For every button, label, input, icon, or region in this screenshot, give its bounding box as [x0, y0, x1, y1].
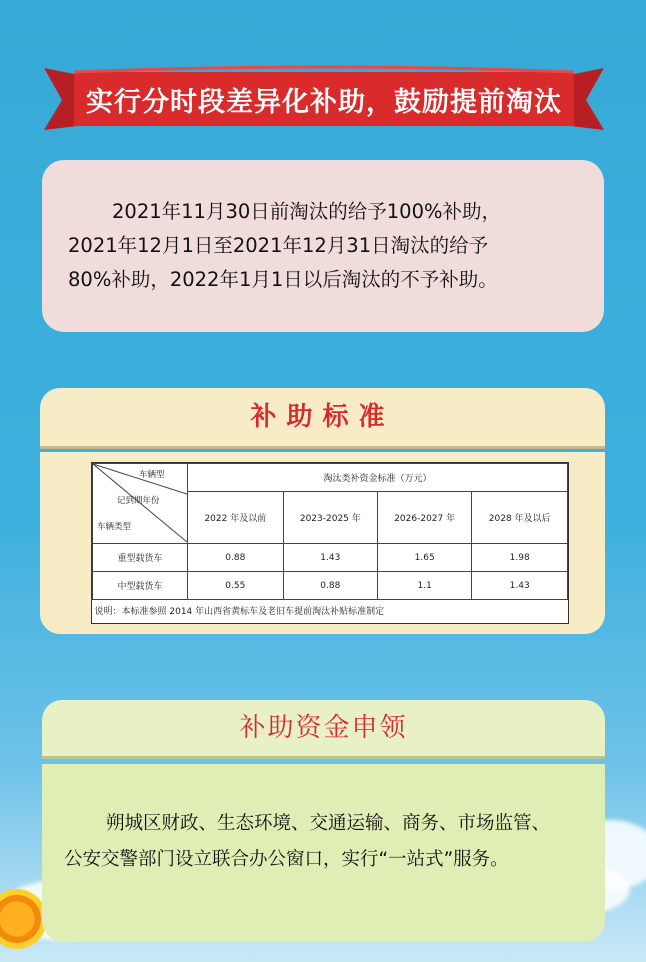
apply-card	[42, 764, 605, 942]
apply-line-2: 公安交警部门设立联合办公窗口，实行“一站式”服务。	[64, 849, 509, 870]
table-cell: 1.43	[472, 572, 568, 600]
corner-label-top: 车辆型	[139, 470, 165, 480]
column-header: 2028 年及以后	[472, 492, 568, 544]
info-line-1: 2021年11月30日前淘汰的给予100%补助，	[112, 200, 502, 223]
banner-title: 实行分时段差异化补助，鼓励提前淘汰	[86, 87, 562, 118]
table-cell: 1.98	[472, 544, 568, 572]
table-cell: 0.88	[283, 572, 377, 600]
row-label: 重型载货车	[93, 544, 188, 572]
table-cell: 0.55	[188, 572, 284, 600]
table-row	[93, 572, 568, 600]
column-header: 2026-2027 年	[377, 492, 471, 544]
corner-label-mid: 记到期年份	[117, 496, 160, 506]
standard-heading: 补助标准	[40, 388, 605, 449]
table-cell: 0.88	[188, 544, 284, 572]
info-card	[42, 160, 604, 332]
corner-label-bottom: 车辆类型	[97, 522, 132, 532]
apply-heading: 补助资金申领	[42, 700, 605, 759]
table-cell: 1.65	[377, 544, 471, 572]
table-row	[93, 544, 568, 572]
column-header: 2022 年及以前	[188, 492, 284, 544]
subsidy-table	[91, 462, 569, 624]
title-ribbon	[44, 64, 604, 132]
apply-line-1: 朔城区财政、生态环境、交通运输、商务、市场监管、	[106, 813, 551, 834]
table-cell: 1.1	[377, 572, 471, 600]
info-line-2: 2021年12月1日至2021年12月31日淘汰的给予	[68, 234, 489, 257]
column-header: 2023-2025 年	[283, 492, 377, 544]
row-label: 中型载货车	[93, 572, 188, 600]
table-cell: 1.43	[283, 544, 377, 572]
group-header: 淘汰类补资金标准（万元）	[188, 464, 568, 492]
table-corner-cell	[93, 464, 188, 544]
table-note: 说明：本标准参照 2014 年山西省黄标车及老旧车提前淘汰补贴标准制定	[94, 606, 385, 617]
info-line-3: 80%补助，2022年1月1日以后淘汰的不予补助。	[68, 268, 498, 291]
